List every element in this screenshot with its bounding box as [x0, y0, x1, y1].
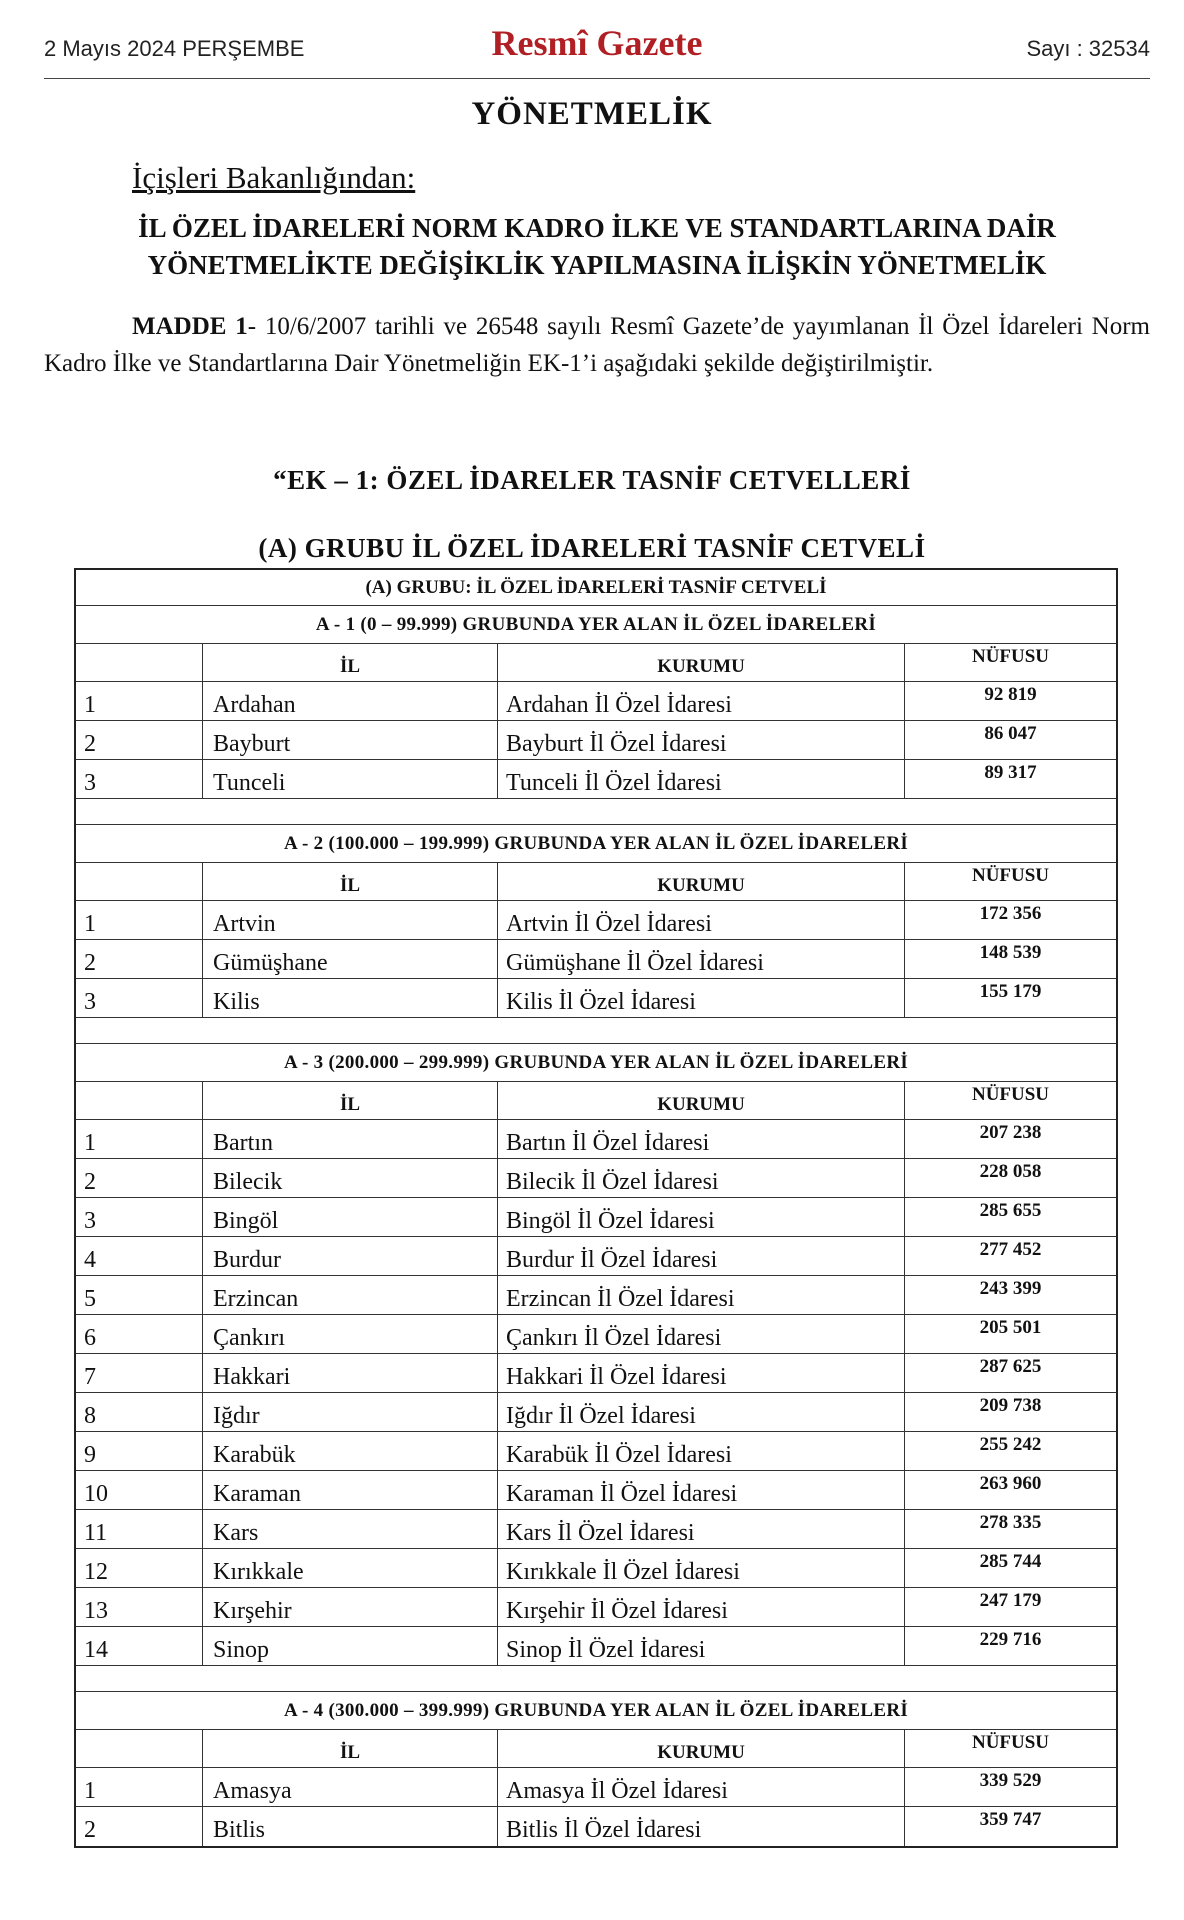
- group-spacer: [76, 1666, 1116, 1692]
- row-number: 2: [76, 1159, 203, 1197]
- column-header-il: İL: [203, 644, 498, 681]
- row-number: 1: [76, 901, 203, 939]
- institution-name: Kars İl Özel İdaresi: [498, 1510, 905, 1548]
- institution-name: Hakkari İl Özel İdaresi: [498, 1354, 905, 1392]
- column-header-row: [76, 644, 1116, 682]
- column-header-row: [76, 863, 1116, 901]
- row-number: 12: [76, 1549, 203, 1587]
- table-row: [76, 1354, 1116, 1393]
- column-header-nufus: NÜFUSU: [971, 865, 1050, 886]
- population: 209 738: [979, 1395, 1042, 1416]
- table-row: [76, 1471, 1116, 1510]
- population: 92 819: [984, 684, 1037, 705]
- institution-name: Bitlis İl Özel İdaresi: [498, 1807, 905, 1846]
- column-header-il: İL: [203, 1082, 498, 1119]
- population: 155 179: [979, 981, 1042, 1002]
- province-name: Kırıkkale: [203, 1549, 498, 1587]
- table-row: [76, 1510, 1116, 1549]
- province-name: Karabük: [203, 1432, 498, 1470]
- column-header-kurum: KURUMU: [498, 1082, 905, 1119]
- row-number: 7: [76, 1354, 203, 1392]
- institution-name: Bayburt İl Özel İdaresi: [498, 721, 905, 759]
- province-name: Artvin: [203, 901, 498, 939]
- province-name: Kırşehir: [203, 1588, 498, 1626]
- institution-name: Bartın İl Özel İdaresi: [498, 1120, 905, 1158]
- population: 148 539: [979, 942, 1042, 963]
- row-number: 8: [76, 1393, 203, 1431]
- institution-name: Sinop İl Özel İdaresi: [498, 1627, 905, 1665]
- group-title: A - 3 (200.000 – 299.999) GRUBUNDA YER ALAN İL ÖZEL İDARELERİ: [76, 1044, 1116, 1082]
- population: 86 047: [984, 723, 1037, 744]
- classification-table: [74, 568, 1118, 1848]
- table-row: [76, 1120, 1116, 1159]
- row-number: 2: [76, 1807, 203, 1846]
- province-name: Bingöl: [203, 1198, 498, 1236]
- column-header-nufus: NÜFUSU: [971, 1084, 1050, 1105]
- province-name: Bartın: [203, 1120, 498, 1158]
- row-number: 5: [76, 1276, 203, 1314]
- column-header-il: İL: [203, 863, 498, 900]
- column-header-row: [76, 1082, 1116, 1120]
- population: 172 356: [979, 903, 1042, 924]
- population: 207 238: [979, 1122, 1042, 1143]
- ministry-name: İçişleri Bakanlığından:: [132, 160, 416, 195]
- population: 247 179: [979, 1590, 1042, 1611]
- row-number: 3: [76, 979, 203, 1017]
- table-row: [76, 682, 1116, 721]
- group-title: A - 2 (100.000 – 199.999) GRUBUNDA YER ALAN İL ÖZEL İDARELERİ: [76, 825, 1116, 863]
- table-row: [76, 1198, 1116, 1237]
- province-name: Gümüşhane: [203, 940, 498, 978]
- article-1: [44, 308, 1150, 382]
- institution-name: Burdur İl Özel İdaresi: [498, 1237, 905, 1275]
- institution-name: Kırıkkale İl Özel İdaresi: [498, 1549, 905, 1587]
- group-spacer: [76, 1018, 1116, 1044]
- province-name: Bilecik: [203, 1159, 498, 1197]
- table-row: [76, 1549, 1116, 1588]
- table-row: [76, 979, 1116, 1018]
- row-number: 14: [76, 1627, 203, 1665]
- row-number: 9: [76, 1432, 203, 1470]
- table-row: [76, 1807, 1116, 1846]
- table-row: [76, 1159, 1116, 1198]
- row-number: 11: [76, 1510, 203, 1548]
- row-number: 6: [76, 1315, 203, 1353]
- row-number: 13: [76, 1588, 203, 1626]
- province-name: Amasya: [203, 1768, 498, 1806]
- table-caption: (A) GRUBU: İL ÖZEL İDARELERİ TASNİF CETVELİ: [76, 570, 1116, 606]
- province-name: Çankırı: [203, 1315, 498, 1353]
- group-spacer: [76, 799, 1116, 825]
- province-name: Erzincan: [203, 1276, 498, 1314]
- institution-name: Karaman İl Özel İdaresi: [498, 1471, 905, 1509]
- table-row: [76, 1432, 1116, 1471]
- article-text: - 10/6/2007 tarihli ve 26548 sayılı Resmî Gazete’de yayımlanan İl Özel İdareleri Norm Kadro İlke ve Standartlarına Dair Yönetmeliğin EK-1’i aşağıdaki şekilde değiştirilmiştir.: [44, 313, 1150, 377]
- document-type: YÖNETMELİK: [471, 96, 713, 132]
- row-number: 3: [76, 1198, 203, 1236]
- column-header-nufus: NÜFUSU: [971, 646, 1050, 667]
- row-number: 1: [76, 1120, 203, 1158]
- row-number: 10: [76, 1471, 203, 1509]
- institution-name: Ardahan İl Özel İdaresi: [498, 682, 905, 720]
- institution-name: Kilis İl Özel İdaresi: [498, 979, 905, 1017]
- province-name: Kilis: [203, 979, 498, 1017]
- row-number: 1: [76, 682, 203, 720]
- table-row: [76, 1276, 1116, 1315]
- column-header-kurum: KURUMU: [498, 863, 905, 900]
- table-row: [76, 760, 1116, 799]
- province-name: Bitlis: [203, 1807, 498, 1846]
- institution-name: Bingöl İl Özel İdaresi: [498, 1198, 905, 1236]
- table-row: [76, 1393, 1116, 1432]
- province-name: Bayburt: [203, 721, 498, 759]
- table-row: [76, 721, 1116, 760]
- province-name: Kars: [203, 1510, 498, 1548]
- institution-name: Artvin İl Özel İdaresi: [498, 901, 905, 939]
- publication-date: 2 Mayıs 2024 PERŞEMBE: [44, 36, 305, 61]
- table-row: [76, 940, 1116, 979]
- column-header-kurum: KURUMU: [498, 644, 905, 681]
- column-header-nufus: NÜFUSU: [971, 1732, 1050, 1753]
- column-header-no: [76, 1730, 203, 1767]
- group-title: A - 1 (0 – 99.999) GRUBUNDA YER ALAN İL ÖZEL İDARELERİ: [76, 606, 1116, 644]
- population: 278 335: [979, 1512, 1042, 1533]
- column-header-row: [76, 1730, 1116, 1768]
- annex-title: “EK – 1: ÖZEL İDARELER TASNİF CETVELLERİ: [273, 465, 911, 495]
- population: 89 317: [984, 762, 1037, 783]
- column-header-no: [76, 1082, 203, 1119]
- province-name: Karaman: [203, 1471, 498, 1509]
- article-lead: MADDE 1: [132, 313, 248, 340]
- province-name: Ardahan: [203, 682, 498, 720]
- population: 228 058: [979, 1161, 1042, 1182]
- column-header-kurum: KURUMU: [498, 1730, 905, 1767]
- table-row: [76, 901, 1116, 940]
- institution-name: Amasya İl Özel İdaresi: [498, 1768, 905, 1806]
- row-number: 1: [76, 1768, 203, 1806]
- province-name: Sinop: [203, 1627, 498, 1665]
- row-number: 4: [76, 1237, 203, 1275]
- gazette-header: [44, 22, 1150, 79]
- group-title: A - 4 (300.000 – 399.999) GRUBUNDA YER ALAN İL ÖZEL İDARELERİ: [76, 1692, 1116, 1730]
- province-name: Iğdır: [203, 1393, 498, 1431]
- population: 359 747: [979, 1809, 1042, 1830]
- row-number: 2: [76, 721, 203, 759]
- institution-name: Karabük İl Özel İdaresi: [498, 1432, 905, 1470]
- province-name: Tunceli: [203, 760, 498, 798]
- population: 255 242: [979, 1434, 1042, 1455]
- regulation-title-line-2: YÖNETMELİKTE DEĞİŞİKLİK YAPILMASINA İLİŞKİN YÖNETMELİK: [147, 250, 1047, 280]
- institution-name: Erzincan İl Özel İdaresi: [498, 1276, 905, 1314]
- row-number: 3: [76, 760, 203, 798]
- population: 287 625: [979, 1356, 1042, 1377]
- column-header-il: İL: [203, 1730, 498, 1767]
- institution-name: Iğdır İl Özel İdaresi: [498, 1393, 905, 1431]
- province-name: Hakkari: [203, 1354, 498, 1392]
- population: 229 716: [979, 1629, 1042, 1650]
- annex-subtitle: (A) GRUBU İL ÖZEL İDARELERİ TASNİF CETVELİ: [258, 533, 926, 563]
- column-header-no: [76, 863, 203, 900]
- institution-name: Tunceli İl Özel İdaresi: [498, 760, 905, 798]
- population: 285 655: [979, 1200, 1042, 1221]
- table-row: [76, 1588, 1116, 1627]
- institution-name: Bilecik İl Özel İdaresi: [498, 1159, 905, 1197]
- province-name: Burdur: [203, 1237, 498, 1275]
- institution-name: Gümüşhane İl Özel İdaresi: [498, 940, 905, 978]
- institution-name: Kırşehir İl Özel İdaresi: [498, 1588, 905, 1626]
- issue-number: Sayı : 32534: [1026, 36, 1150, 61]
- table-row: [76, 1768, 1116, 1807]
- population: 285 744: [979, 1551, 1042, 1572]
- row-number: 2: [76, 940, 203, 978]
- table-row: [76, 1237, 1116, 1276]
- population: 205 501: [979, 1317, 1042, 1338]
- column-header-no: [76, 644, 203, 681]
- regulation-title: [44, 210, 1150, 284]
- gazette-name: Resmî Gazete: [491, 23, 703, 63]
- table-row: [76, 1315, 1116, 1354]
- regulation-title-line-1: İL ÖZEL İDARELERİ NORM KADRO İLKE VE STANDARTLARINA DAİR: [138, 213, 1056, 243]
- institution-name: Çankırı İl Özel İdaresi: [498, 1315, 905, 1353]
- population: 277 452: [979, 1239, 1042, 1260]
- population: 263 960: [979, 1473, 1042, 1494]
- population: 243 399: [979, 1278, 1042, 1299]
- table-row: [76, 1627, 1116, 1666]
- population: 339 529: [979, 1770, 1042, 1791]
